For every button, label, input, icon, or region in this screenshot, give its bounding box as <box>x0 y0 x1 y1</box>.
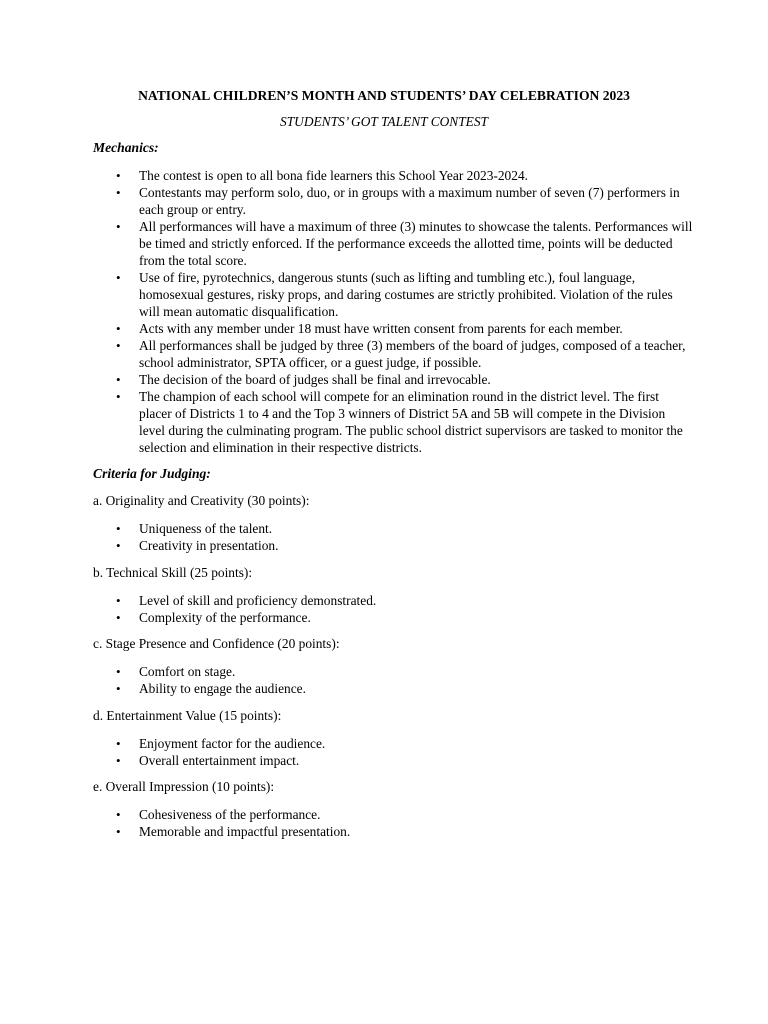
criterion-list <box>93 735 693 769</box>
mechanics-item: • The decision of the board of judges shall be final and irrevocable. <box>93 371 693 388</box>
criterion-item: • Creativity in presentation. <box>93 537 693 554</box>
criterion-list <box>93 520 693 554</box>
criterion-item: • Uniqueness of the talent. <box>93 520 693 537</box>
criterion-item: • Level of skill and proficiency demonstrated. <box>93 592 693 609</box>
mechanics-item: • All performances shall be judged by three (3) members of the board of judges, composed of a teacher, school administrator, SPTA officer, or a guest judge, if possible. <box>93 337 693 371</box>
criterion-item: • Cohesiveness of the performance. <box>93 806 693 823</box>
criterion-item: • Complexity of the performance. <box>93 609 693 626</box>
mechanics-item: • All performances will have a maximum of three (3) minutes to showcase the talents. Performances will be timed and strictly enforced. If the performance exceeds the allotted time, points will be deducted from the total score. <box>93 218 693 269</box>
criterion-item: • Enjoyment factor for the audience. <box>93 735 693 752</box>
criterion-list <box>93 592 693 626</box>
criteria-heading: Criteria for Judging: <box>93 466 211 481</box>
mechanics-item: • Use of fire, pyrotechnics, dangerous stunts (such as lifting and tumbling etc.), foul language, homosexual gestures, risky props, and daring costumes are strictly prohibited. Violation of the rules will mean automatic disqualification. <box>93 269 693 320</box>
mechanics-item: • The contest is open to all bona fide learners this School Year 2023-2024. <box>93 167 693 184</box>
criterion-item: • Ability to engage the audience. <box>93 680 693 697</box>
criterion-list <box>93 663 693 697</box>
criterion-item: • Memorable and impactful presentation. <box>93 823 693 840</box>
criterion-label: c. Stage Presence and Confidence (20 points): <box>93 636 340 651</box>
document-subtitle: STUDENTS’ GOT TALENT CONTEST <box>280 114 488 129</box>
criterion-item: • Comfort on stage. <box>93 663 693 680</box>
criterion-label: b. Technical Skill (25 points): <box>93 565 253 580</box>
criterion-label: d. Entertainment Value (15 points): <box>93 708 282 723</box>
document-title: NATIONAL CHILDREN’S MONTH AND STUDENTS’ DAY CELEBRATION 2023 <box>138 88 630 103</box>
criterion-label: a. Originality and Creativity (30 points): <box>93 493 310 508</box>
mechanics-item: • Acts with any member under 18 must have written consent from parents for each member. <box>93 320 693 337</box>
mechanics-item: • Contestants may perform solo, duo, or in groups with a maximum number of seven (7) performers in each group or entry. <box>93 184 693 218</box>
mechanics-list <box>93 167 693 456</box>
criterion-item: • Overall entertainment impact. <box>93 752 693 769</box>
criterion-list <box>93 806 693 840</box>
mechanics-item: • The champion of each school will compete for an elimination round in the district level. The first placer of Districts 1 to 4 and the Top 3 winners of District 5A and 5B will compete in the Division level during the culminating program. The public school district supervisors are tasked to monitor the selection and elimination in their respective districts. <box>93 388 693 456</box>
mechanics-heading: Mechanics: <box>93 140 159 155</box>
criterion-label: e. Overall Impression (10 points): <box>93 779 275 794</box>
